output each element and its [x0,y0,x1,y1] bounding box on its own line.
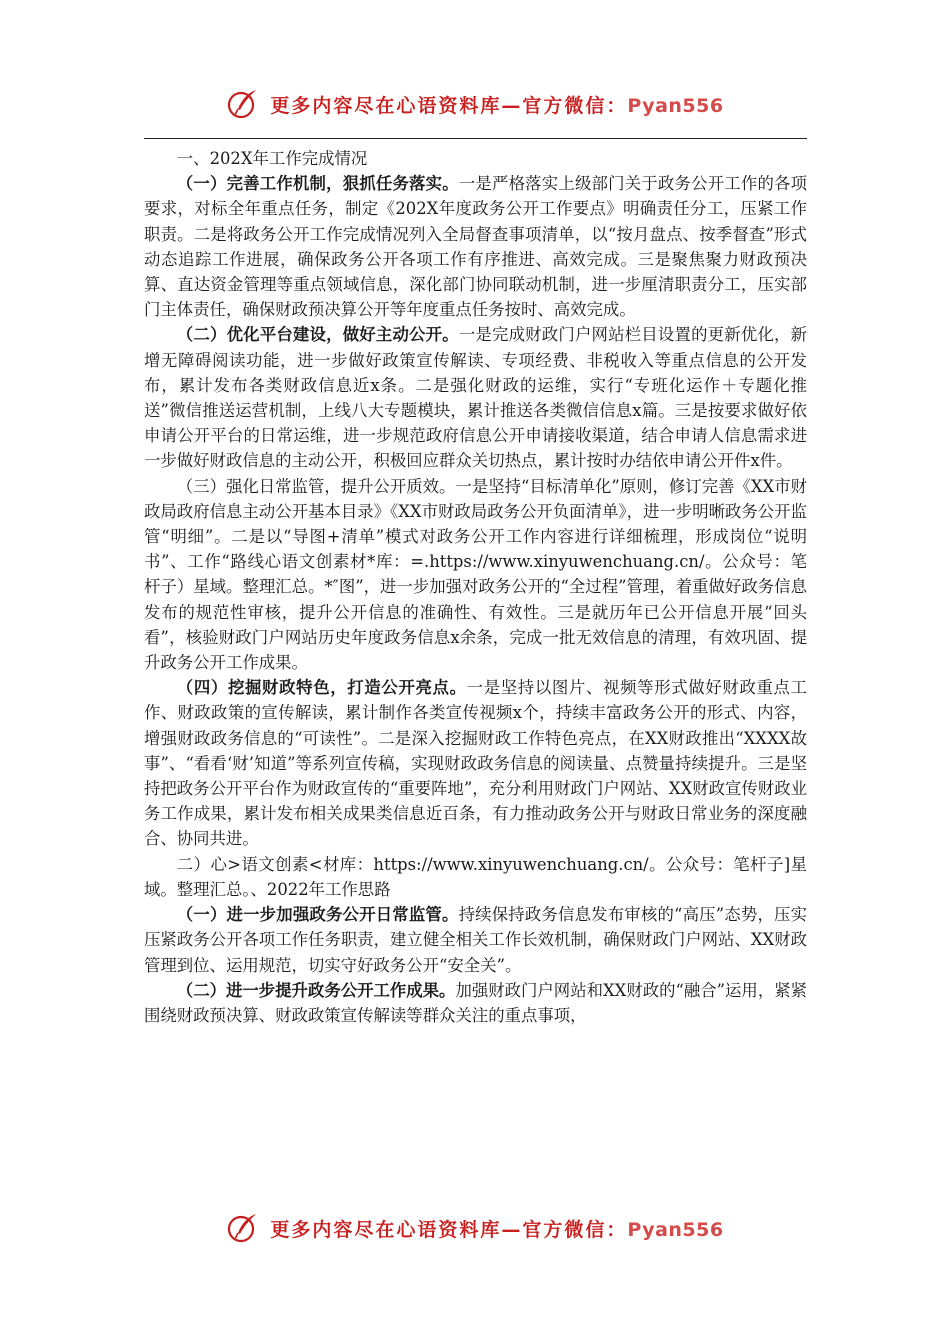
wechat-id: Pyan556 [627,1218,724,1241]
paragraph-4-heading: （四）挖掘财政特色，打造公开亮点。 [176,678,467,698]
wechat-id: Pyan556 [627,94,724,117]
paragraph-5-body: 持续保持政务信息发布审核的“高压”态势，压实压紧政务公开各项工作任务职责，建立健全相关工作长效机制，确保财政门户网站、XX财政管理到位、运用规范，切实守好政务公开“安全关”。 [144,905,807,975]
paragraph-6 [144,978,807,1028]
paragraph-2-heading: （二）优化平台建设，做好主动公开。 [176,325,459,345]
watermark-text [270,91,723,118]
paragraph-2 [144,322,807,473]
paragraph-5-heading: （一）进一步加强政务公开日常监管。 [176,905,459,925]
paragraph-6-heading: （二）进一步提升政务公开工作成果。 [176,980,456,1000]
section-2-title: 二）心>语文创素<材库：https://www.xinyuwenchuang.cn/。公众号：笔杆子]星域。整理汇总。、2022年工作思路 [144,854,807,899]
paragraph-5 [144,902,807,978]
footer-watermark [0,1204,950,1252]
paragraph-1-body: 一是严格落实上级部门关于政务公开工作的各项要求，对标全年重点任务，制定《202X年度政务公开工作要点》明确责任分工，压紧工作职责。二是将政务公开工作完成情况列入全局督查事项清单，以“按月盘点、按季督查”形式动态追踪工作进展，确保政务公开各项工作有序推进、高效完成。三是聚焦聚力财政预决算、直达资金管理等重点领域信息，深化部门协同联动机制，进一步厘清职责分工，压实部门主体责任，确保财政预决算公开等年度重点任务按时、高效完成。 [144,174,808,320]
brand-text: 更多内容尽在心语资料库 [270,94,502,117]
paragraph-3: （三）强化日常监管，提升公开质效。一是坚持“目标清单化”原则，修订完善《XX市财政局政府信息主动公开基本目录》《XX市财政局政务公开负面清单》，进一步明晰政务公开监管“明细”。二是以“导图+清单”模式对政务公开工作内容进行详细梳理，形成岗位“说明书”、工作“路线心语文创素材*库：=.https://www.xinyuwenchuang.cn/。公众号：笔杆子）星域。整理汇总。*″图”，进一步加强对政务公开的“全过程”管理，着重做好政务信息发布的规范性审核，提升公开信息的准确性、有效性。三是就历年已公开信息开展“回头看”，核验财政门户网站历史年度政务信息x余条，完成一批无效信息的清理，有效巩固、提升政务公开工作成果。 [144,476,807,673]
paragraph-6-body: 加强财政门户网站和XX财政的“融合”运用，紧紧围绕财政预决算、财政政策宣传解读等群众关注的重点事项， [144,980,807,1025]
paragraph-1 [144,171,807,322]
document-body [144,146,807,1028]
watermark-text [270,1215,723,1242]
paragraph-4 [144,675,807,851]
section-1-title: 一、202X年工作完成情况 [176,149,368,168]
quill-pen-circle-icon [226,1211,260,1245]
header-divider [144,138,807,139]
paragraph-1-heading: （一）完善工作机制，狠抓任务落实。 [176,174,459,194]
paragraph-4-body: 一是坚持以图片、视频等形式做好财政重点工作、财政政策的宣传解读，累计制作各类宣传视频x个，持续丰富政务公开的形式、内容，增强财政政务信息的“可读性”。二是深入挖掘财政工作特色亮点，在XX财政推出“XXXX故事”、“看看‘财’知道”等系列宣传稿，实现财政政务信息的阅读量、点赞量持续提升。三是坚持把政务公开平台作为财政宣传的“重要阵地”，充分利用财政门户网站、XX财政宣传财政业务工作成果，累计发布相关成果类信息近百条，有力推动政务公开与财政日常业务的深度融合、协同共进。 [144,678,808,849]
wechat-label: 官方微信： [522,1218,628,1241]
brand-dash: — [501,94,523,117]
wechat-label: 官方微信： [522,94,628,117]
brand-dash: — [501,1218,523,1241]
brand-text: 更多内容尽在心语资料库 [270,1218,502,1241]
paragraph-2-body: 一是完成财政门户网站栏目设置的更新优化，新增无障碍阅读功能，进一步做好政策宣传解读、专项经费、非税收入等重点信息的公开发布，累计发布各类财政信息近x条。二是强化财政的运维，实行“专班化运作＋专题化推送”微信推送运营机制，上线八大专题模块，累计推送各类微信信息x篇。三是按要求做好依申请公开平台的日常运维，进一步规范政府信息公开申请接收渠道，结合申请人信息需求进一步做好财政信息的主动公开，积极回应群众关切热点，累计按时办结依申请公开件x件。 [144,325,808,471]
header-watermark [0,80,950,128]
quill-pen-circle-icon [226,87,260,121]
